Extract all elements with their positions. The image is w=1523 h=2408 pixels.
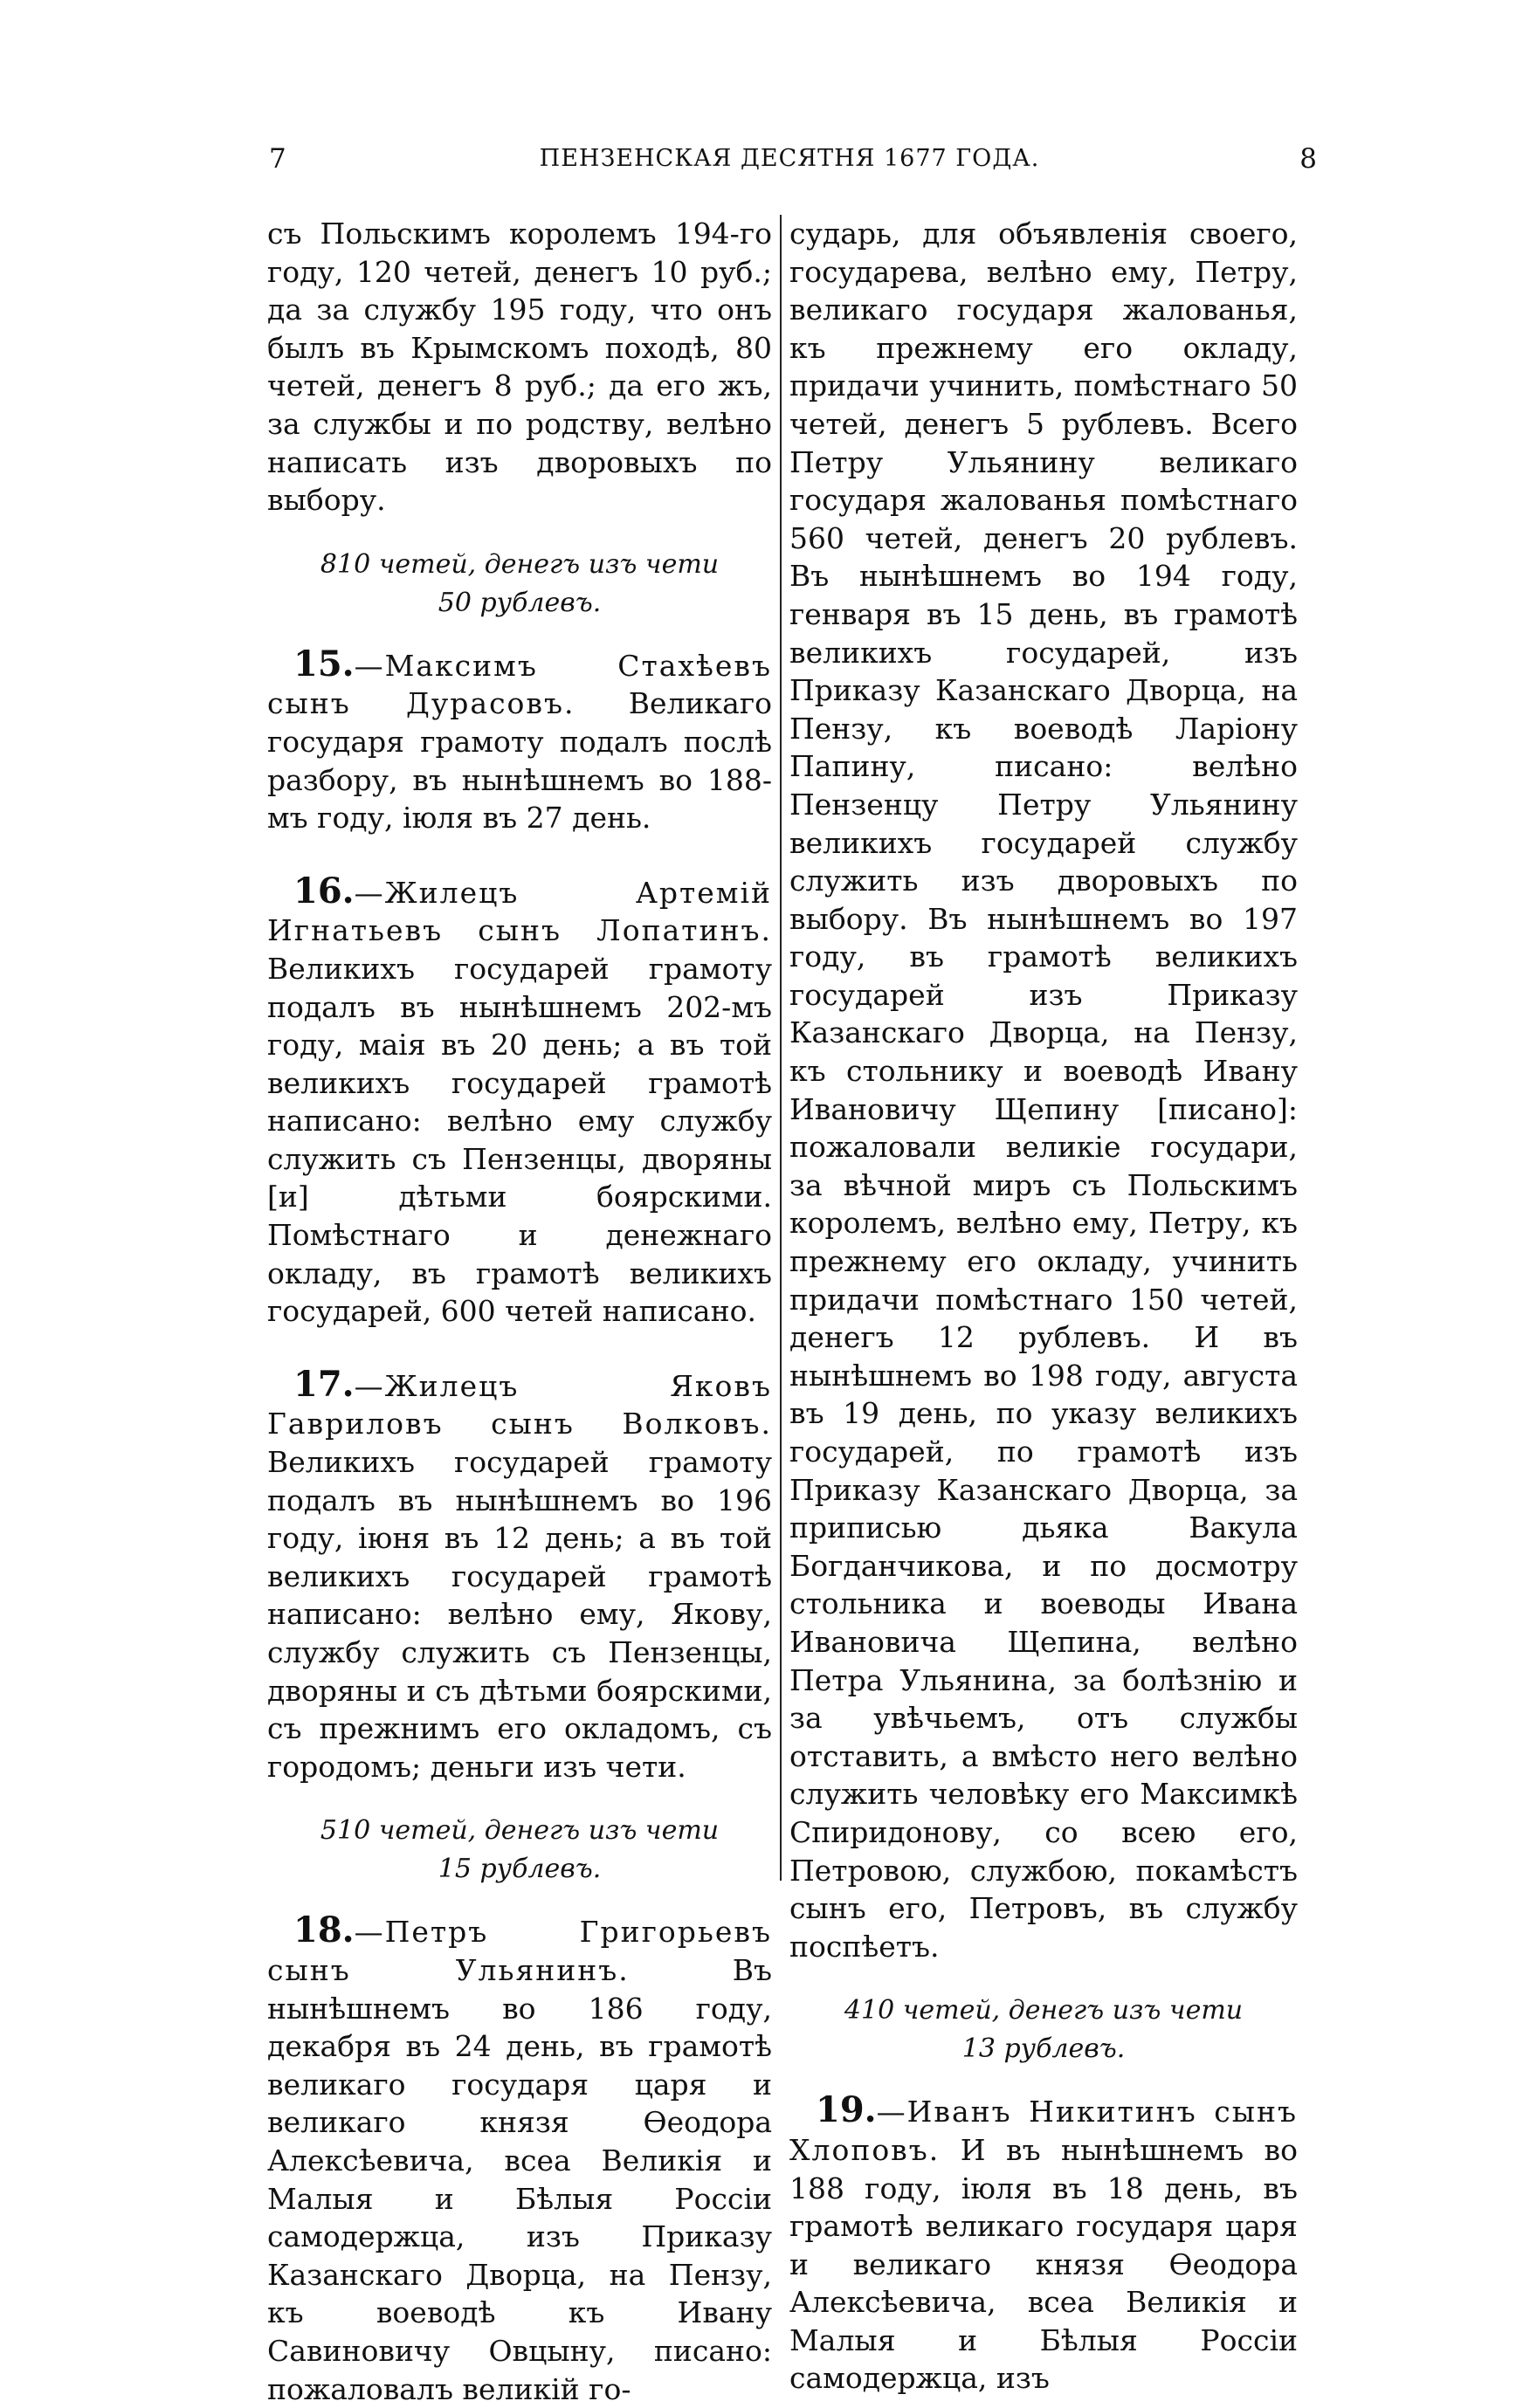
continuation-paragraph: сударь, для объявленія своего, государева, велѣно ему, Петру, великаго государя жалованья, къ прежнему его окладу, придачи учинить, помѣстнаго 50 четей, денегъ 5 рублевъ. Всего Петру Ульянину великаго государя жалованья помѣстнаго 560 четей, денегъ 20 рублевъ. Въ нынѣшнемъ во 194 году, генваря въ 15 день, въ грамотѣ великихъ государей, изъ Приказу Казанскаго Дворца, на Пензу, къ воеводѣ Ларіону Папину, писано: велѣно Пензенцу Петру Ульянину великихъ государей службу служить изъ дворовыхъ по выбору. Въ нынѣшнемъ во 197 году, въ грамотѣ великихъ государей изъ Приказу Казанскаго Дворца, на Пензу, къ стольнику и воеводѣ Ивану Ивановичу Щепину [писано]: пожаловали великіе государи, за вѣчной миръ съ Польскимъ королемъ, велѣно ему, Петру, къ прежнему его окладу, учинить придачи помѣстнаго 150 четей, денегъ 12 рублевъ. И въ нынѣшнемъ во 198 году, августа въ 19 день, по указу великихъ государей, по грамотѣ изъ Приказу Казанскаго Дворца, за приписью дьяка Вакула Богданчикова, и по досмотру стольника и воеводы Ивана Ивановича Щепина, велѣно Петра Ульянина, за болѣзнію и за увѣчьемъ, отъ службы отставить, а вмѣсто него велѣно служить человѣку его Максимкѣ Спиридонову, со всею его, Петровою, службою, покамѣстъ сынъ его, Петровъ, въ службу поспѣетъ. xyxy=(789,217,1298,1964)
continuation-paragraph: съ Польскимъ королемъ 194-го году, 120 четей, денегъ 10 руб.; да за службу 195 году, что онъ былъ въ Крымскомъ походѣ, 80 четей, денегъ 8 руб.; да его жъ, за службы и по родству, велѣно написать изъ дворовыхъ по выбору. xyxy=(267,217,772,518)
entry-person: —Петръ Григорьевъ сынъ Ульянинъ. xyxy=(267,1915,772,1987)
entry-number: 19. xyxy=(816,2089,877,2131)
entry-16 xyxy=(267,872,772,1331)
entry-number: 18. xyxy=(293,1909,355,1951)
running-title: ПЕНЗЕНСКАЯ ДЕСЯТНЯ 1677 ГОДА. xyxy=(539,145,1040,172)
salary-note xyxy=(789,1992,1298,2068)
spacer xyxy=(267,837,772,872)
left-column xyxy=(267,215,772,2408)
salary-line: 13 рублевъ. xyxy=(961,2033,1126,2065)
entry-15 xyxy=(267,645,772,837)
entry-number: 15. xyxy=(293,643,355,685)
page-number-left: 7 xyxy=(269,143,286,175)
salary-note xyxy=(267,546,772,623)
entry-text: Великихъ государей грамоту подалъ въ нынѣшнемъ во 196 году, іюня въ 12 день; а въ той великихъ государей грамотѣ написано: велѣно ему, Якову, службу служить съ Пензенцы, дворяны и съ дѣтьми боярскими, съ прежнимъ его окладомъ, съ городомъ; деньги изъ чети. xyxy=(267,1445,772,1784)
entry-number: 16. xyxy=(293,870,355,912)
salary-line: 15 рублевъ. xyxy=(438,1854,602,1885)
spacer xyxy=(267,1331,772,1366)
entry-person: —Максимъ Стахѣевъ сынъ Дурасовъ. xyxy=(267,648,772,721)
page-header xyxy=(262,138,1317,182)
salary-note xyxy=(267,1812,772,1889)
entry-person: —Жилецъ Артемій Игнатьевъ сынъ Лопатинъ. xyxy=(267,875,772,948)
page-number-right: 8 xyxy=(1299,143,1317,175)
entry-text: И въ нынѣшнемъ во 188 году, іюля въ 18 день, въ грамотѣ великаго государя царя и великаго князя Ѳеодора Алексѣевича, всеа Великія и Малыя и Бѣлыя Россіи самодержца, изъ xyxy=(789,2132,1298,2396)
entry-19 xyxy=(789,2091,1298,2398)
salary-line: 410 четей, денегъ изъ чети xyxy=(844,1995,1244,2026)
entry-text: Великаго государя грамоту подалъ послѣ разбору, въ нынѣшнемъ во 188-мъ году, іюля въ 27 день. xyxy=(267,686,772,836)
entry-number: 17. xyxy=(293,1363,355,1405)
entry-18 xyxy=(267,1911,772,2408)
entry-person: —Иванъ Никитинъ сынъ Хлоповъ. xyxy=(789,2095,1298,2167)
entry-person: —Жилецъ Яковъ Гавриловъ сынъ Волковъ. xyxy=(267,1368,772,1441)
column-divider xyxy=(780,215,782,1881)
salary-line: 510 четей, денегъ изъ чети xyxy=(320,1815,720,1847)
right-column xyxy=(789,215,1298,2398)
entry-text: Великихъ государей грамоту подалъ въ нынѣшнемъ 202-мъ году, маія въ 20 день; а въ той великихъ государей грамотѣ написано: велѣно ему службу служить съ Пензенцы, дворяны [и] дѣтьми боярскими. Помѣстнаго и денежнаго окладу, въ грамотѣ великихъ государей, 600 четей написано. xyxy=(267,951,772,1329)
salary-line: 50 рублевъ. xyxy=(438,587,602,618)
salary-line: 810 четей, денегъ изъ чети xyxy=(320,548,720,580)
entry-text: Въ нынѣшнемъ во 186 году, декабря въ 24 день, въ грамотѣ великаго государя царя и великаго князя Ѳеодора Алексѣевича, всеа Великія и Малыя и Бѣлыя Россіи самодержца, изъ Приказу Казанскаго Дворца, на Пензу, къ воеводѣ къ Ивану Савиновичу Овцыну, писано: пожаловалъ великій го- xyxy=(267,1952,772,2406)
entry-17 xyxy=(267,1363,772,1786)
